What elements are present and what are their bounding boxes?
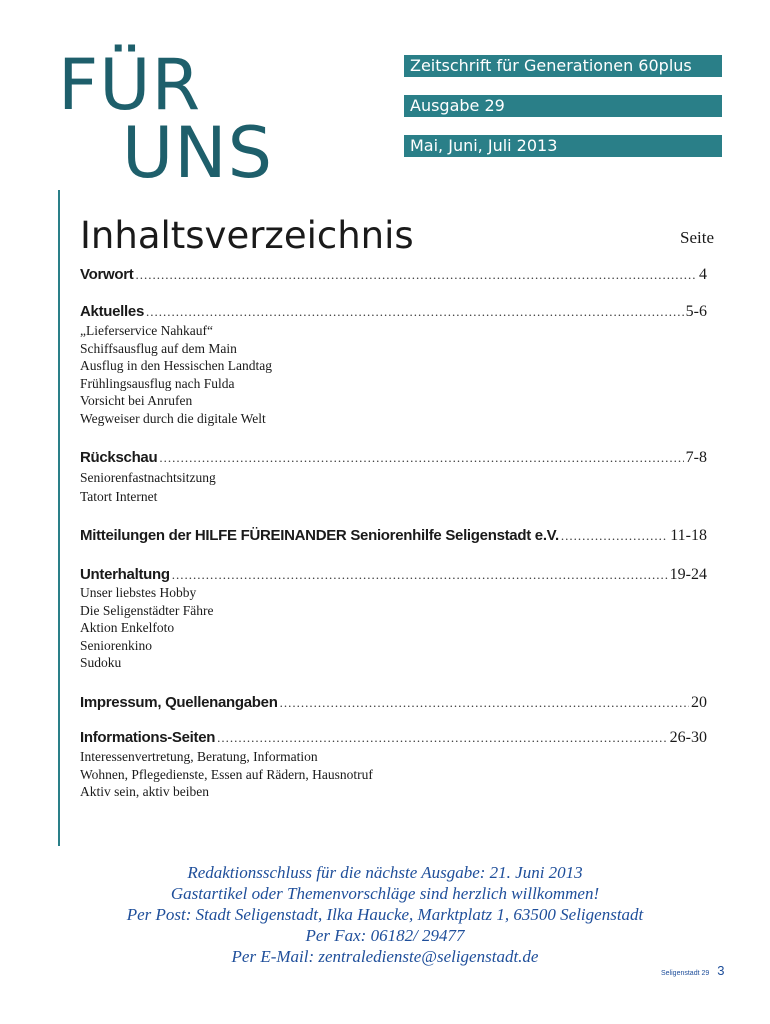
toc-entry-page: 20 <box>691 694 707 711</box>
toc-entry-title: Unterhaltung <box>80 566 170 583</box>
notice-post: Per Post: Stadt Seligenstadt, Ilka Haucke, Marktplatz 1, 63500 Seligenstadt <box>126 905 644 924</box>
logo-uns: UNS <box>122 112 274 194</box>
toc-entry-title: Informations-Seiten <box>80 729 216 746</box>
toc-entry-informations-seiten <box>80 729 707 747</box>
toc-subitem: Aktiv sein, aktiv beiben <box>80 784 209 800</box>
seite-label: Seite <box>680 228 714 247</box>
toc-entry-page: 19-24 <box>669 566 707 583</box>
toc-entry-title: Mitteilungen der HILFE FÜREINANDER Seniorenhilfe Seligenstadt e.V. <box>80 527 559 544</box>
header-bar-subtitle: Zeitschrift für Generationen 60plus <box>404 55 722 77</box>
toc-entry-rueckschau <box>80 449 707 467</box>
toc-subitem: Tatort Internet <box>80 489 158 504</box>
toc-entry-page: 26-30 <box>669 729 707 746</box>
toc-dot-leader <box>172 567 668 583</box>
toc-subitems-rueckschau <box>80 468 216 506</box>
page-number: 3 <box>717 963 725 978</box>
toc-subitem: Seniorenkino <box>80 637 152 653</box>
toc-subitem: Wohnen, Pflegedienste, Essen auf Rädern, Hausnotruf <box>80 766 373 782</box>
toc-entry-vorwort <box>80 266 707 284</box>
toc-subitem: Ausflug in den Hessischen Landtag <box>80 358 272 374</box>
toc-entry-title: Impressum, Quellenangaben <box>80 694 278 711</box>
header-bar-date: Mai, Juni, Juli 2013 <box>404 135 722 157</box>
toc-subitem: Wegweiser durch die digitale Welt <box>80 410 266 426</box>
toc-subitem: Frühlingsausflug nach Fulda <box>80 375 235 391</box>
toc-subitems-unterhaltung <box>80 584 213 672</box>
toc-dot-leader <box>561 528 668 544</box>
header-bar-issue: Ausgabe 29 <box>404 95 722 117</box>
toc-subitem: Unser liebstes Hobby <box>80 585 197 600</box>
toc-dot-leader <box>280 695 689 711</box>
toc-subitem: Seniorenfastnachtsitzung <box>80 470 216 485</box>
toc-entry-title: Aktuelles <box>80 303 144 320</box>
page-footer-label: Seligenstadt 29 <box>661 970 710 977</box>
toc-entry-unterhaltung <box>80 566 707 584</box>
toc-title: Inhaltsverzeichnis <box>80 214 414 257</box>
toc-dot-leader <box>217 730 668 746</box>
toc-entry-page: 4 <box>699 266 707 283</box>
toc-dot-leader <box>135 267 697 283</box>
toc-subitem: Sudoku <box>80 655 122 671</box>
toc-subitem: Interessenvertretung, Beratung, Information <box>80 749 318 764</box>
toc-subitem: Die Seligenstädter Fähre <box>80 602 214 618</box>
toc-subitem: Aktion Enkelfoto <box>80 620 175 636</box>
editorial-notice <box>40 862 730 967</box>
toc-dot-leader <box>146 304 684 320</box>
vertical-divider <box>58 190 60 846</box>
notice-guest-articles: Gastartikel oder Themenvorschläge sind herzlich willkommen! <box>170 884 600 903</box>
toc-entry-impressum <box>80 694 707 712</box>
toc-entry-mitteilungen <box>80 527 707 545</box>
logo-fuer: FÜR <box>58 44 202 126</box>
toc-entry-page: 5-6 <box>685 303 707 320</box>
toc-entry-title: Vorwort <box>80 266 134 283</box>
toc-subitem: Vorsicht bei Anrufen <box>80 393 193 409</box>
toc-subitems-aktuelles <box>80 322 272 428</box>
toc-subitem: Schiffsausflug auf dem Main <box>80 340 237 356</box>
notice-fax: Per Fax: 06182/ 29477 <box>305 926 465 945</box>
toc-subitems-informations-seiten <box>80 748 373 801</box>
toc-dot-leader <box>159 450 683 466</box>
toc-entry-title: Rückschau <box>80 449 158 466</box>
toc-subitem: „Lieferservice Nahkauf“ <box>80 323 214 338</box>
toc-entry-page: 7-8 <box>685 449 707 466</box>
page-footer <box>661 962 725 980</box>
toc-entry-page: 11-18 <box>670 527 707 544</box>
notice-deadline: Redaktionsschluss für die nächste Ausgabe: 21. Juni 2013 <box>187 863 583 882</box>
toc-entry-aktuelles <box>80 303 707 321</box>
notice-email: Per E-Mail: zentraledienste@seligenstadt.de <box>231 947 539 966</box>
